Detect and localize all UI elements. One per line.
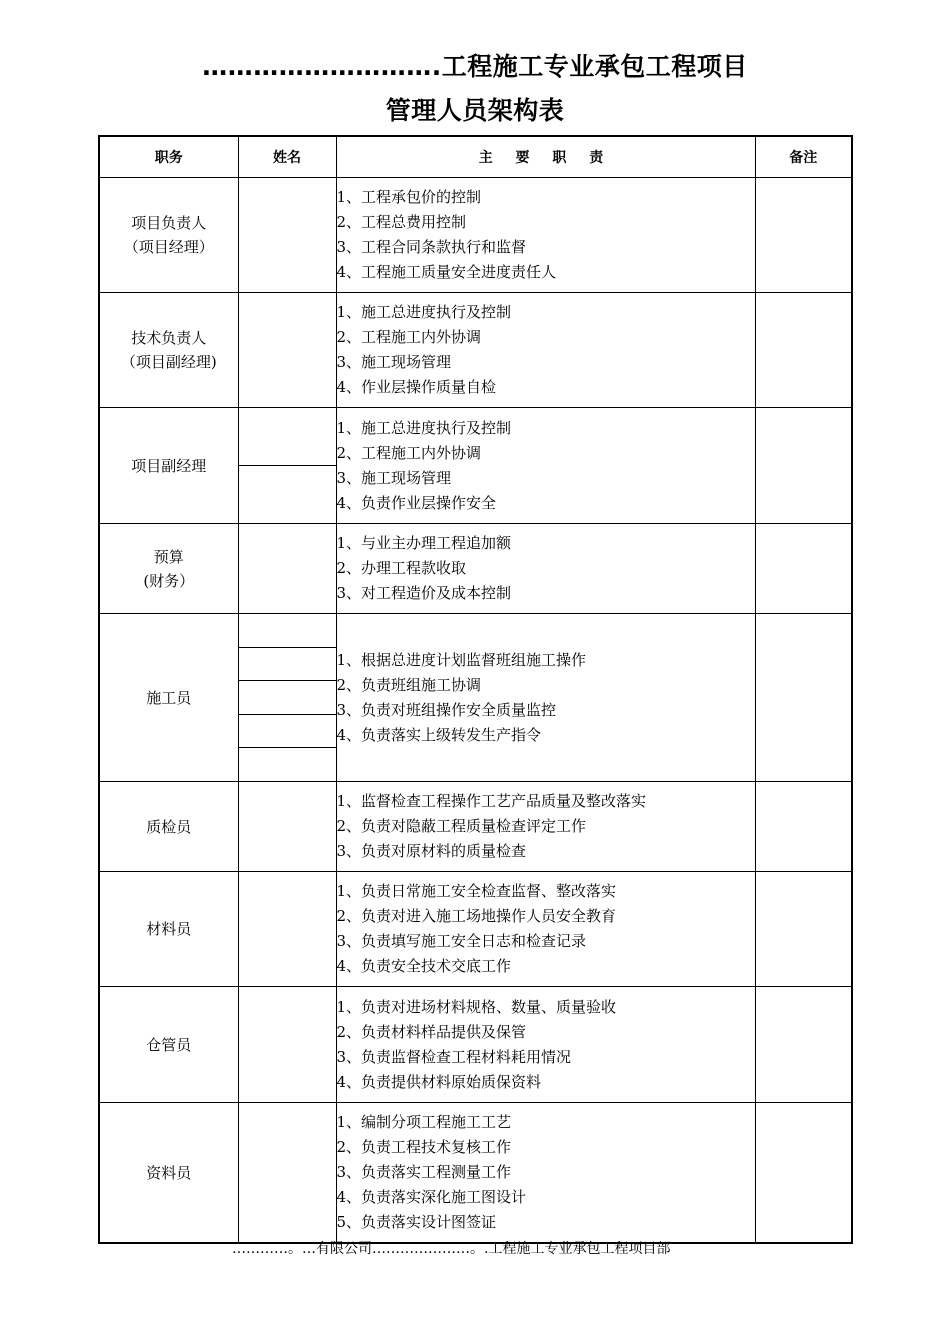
position-cell <box>99 408 238 524</box>
duty-item: 1、编制分项工程施工工艺 <box>336 1113 512 1131</box>
name-slot[interactable] <box>239 408 336 465</box>
document-title-line2: 管理人员架构表 <box>385 96 565 125</box>
duty-item: 3、负责落实工程测量工作 <box>336 1163 512 1181</box>
table-row <box>99 524 852 614</box>
position-cell <box>99 987 238 1103</box>
duty-item: 3、对工程造价及成本控制 <box>336 584 512 602</box>
duties-cell <box>336 987 755 1103</box>
remark-cell[interactable] <box>755 178 852 293</box>
duty-item: 1、负责对进场材料规格、数量、质量验收 <box>336 997 617 1016</box>
duty-item: 4、作业层操作质量自检 <box>336 378 497 396</box>
duty-item: 2、工程施工内外协调 <box>336 328 482 346</box>
duty-item: 3、负责对班组操作安全质量监控 <box>336 700 557 719</box>
duty-item: 1、施工总进度执行及控制 <box>336 303 512 321</box>
duties-cell <box>336 178 755 293</box>
name-slot[interactable] <box>239 714 336 748</box>
duty-item: 5、负责落实设计图签证 <box>336 1213 497 1231</box>
duties-cell <box>336 614 755 782</box>
name-slot[interactable] <box>239 987 336 1102</box>
duty-item: 4、负责落实深化施工图设计 <box>336 1188 527 1206</box>
name-cell[interactable] <box>238 1103 336 1244</box>
position-text: 项目副经理 <box>131 456 207 475</box>
remark-cell[interactable] <box>755 872 852 987</box>
table-row <box>99 1103 852 1244</box>
name-cell[interactable] <box>238 872 336 987</box>
position-cell <box>99 872 238 987</box>
table-row <box>99 293 852 408</box>
duty-item: 3、负责对原材料的质量检查 <box>336 842 527 860</box>
duty-item: 2、负责对进入施工场地操作人员安全教育 <box>336 907 617 925</box>
duties-cell <box>336 872 755 987</box>
position-cell <box>99 524 238 614</box>
duty-item: 1、与业主办理工程追加额 <box>336 534 512 552</box>
position-text: 质检员 <box>146 817 192 836</box>
header-name: 姓名 <box>238 136 336 178</box>
name-slot[interactable] <box>239 680 336 714</box>
header-remark: 备注 <box>755 136 852 178</box>
duty-item: 1、负责日常施工安全检查监督、整改落实 <box>336 882 617 900</box>
duty-item: 4、负责安全技术交底工作 <box>336 957 512 975</box>
document-title-line1: ……………………….工程施工专业承包工程项目 <box>202 52 748 81</box>
table-body <box>99 178 852 1244</box>
duty-item: 2、工程总费用控制 <box>336 213 467 231</box>
duties-cell <box>336 293 755 408</box>
position-cell <box>99 782 238 872</box>
remark-cell[interactable] <box>755 408 852 524</box>
name-slot[interactable] <box>239 614 336 647</box>
position-text: （项目经理） <box>123 238 214 256</box>
footer-note: …………。…有限公司…………………。.工程施工专业承包工程项目部 <box>232 1241 671 1257</box>
position-cell <box>99 178 238 293</box>
name-cell[interactable] <box>238 293 336 408</box>
duty-item: 1、根据总进度计划监督班组施工操作 <box>336 650 587 669</box>
name-cell[interactable] <box>238 782 336 872</box>
name-cell[interactable] <box>238 408 336 524</box>
position-text: 材料员 <box>146 920 192 938</box>
duty-item: 3、工程合同条款执行和监督 <box>336 238 527 256</box>
table-header-row <box>99 136 852 178</box>
position-cell <box>99 293 238 408</box>
table-row <box>99 872 852 987</box>
table-row <box>99 614 852 782</box>
header-duties: 主 要 职 责 <box>336 136 755 178</box>
name-slot[interactable] <box>239 293 336 407</box>
name-slot[interactable] <box>239 1103 336 1242</box>
remark-cell[interactable] <box>755 293 852 408</box>
position-text: 仓管员 <box>146 1035 192 1054</box>
remark-cell[interactable] <box>755 524 852 614</box>
duty-item: 2、负责材料样品提供及保管 <box>336 1022 527 1041</box>
table-row <box>99 178 852 293</box>
name-cell[interactable] <box>238 614 336 782</box>
management-structure-table <box>98 135 853 1244</box>
duty-item: 2、负责班组施工协调 <box>336 675 482 694</box>
name-slot[interactable] <box>239 524 336 613</box>
name-slot[interactable] <box>239 647 336 681</box>
remark-cell[interactable] <box>755 782 852 872</box>
name-cell[interactable] <box>238 178 336 293</box>
name-cell[interactable] <box>238 987 336 1103</box>
position-text: (财务） <box>143 571 195 590</box>
position-text: 资料员 <box>146 1163 192 1182</box>
duty-item: 2、负责对隐蔽工程质量检查评定工作 <box>336 817 587 835</box>
duty-item: 3、施工现场管理 <box>336 468 452 487</box>
duty-item: 1、工程承包价的控制 <box>336 188 482 206</box>
duty-item: 2、工程施工内外协调 <box>336 443 482 462</box>
position-text: （项目副经理) <box>120 353 217 371</box>
duty-item: 1、施工总进度执行及控制 <box>336 418 512 437</box>
duties-cell <box>336 524 755 614</box>
duty-item: 3、施工现场管理 <box>336 353 452 371</box>
duty-item: 2、负责工程技术复核工作 <box>336 1138 512 1156</box>
name-slot[interactable] <box>239 178 336 292</box>
position-cell <box>99 1103 238 1244</box>
name-slot[interactable] <box>239 747 336 781</box>
duty-item: 4、负责作业层操作安全 <box>336 493 497 512</box>
name-slot[interactable] <box>239 465 336 523</box>
duty-item: 3、负责填写施工安全日志和检查记录 <box>336 932 587 950</box>
position-text: 预算 <box>153 547 184 566</box>
position-text: 技术负责人 <box>131 329 207 347</box>
table-row <box>99 782 852 872</box>
duty-item: 4、负责落实上级转发生产指令 <box>336 725 542 744</box>
remark-cell[interactable] <box>755 987 852 1103</box>
duties-cell <box>336 408 755 524</box>
name-cell[interactable] <box>238 524 336 614</box>
name-slot[interactable] <box>239 782 336 871</box>
remark-cell[interactable] <box>755 614 852 782</box>
duty-item: 1、监督检查工程操作工艺产品质量及整改落实 <box>336 792 647 810</box>
table-row <box>99 987 852 1103</box>
duties-cell <box>336 782 755 872</box>
position-text: 项目负责人 <box>131 214 207 232</box>
duty-item: 4、工程施工质量安全进度责任人 <box>336 263 557 281</box>
duties-cell <box>336 1103 755 1244</box>
remark-cell[interactable] <box>755 1103 852 1244</box>
duty-item: 2、办理工程款收取 <box>336 559 467 577</box>
table-row <box>99 408 852 524</box>
header-position: 职务 <box>99 136 238 178</box>
position-text: 施工员 <box>146 688 192 707</box>
duty-item: 4、负责提供材料原始质保资料 <box>336 1072 542 1091</box>
duty-item: 3、负责监督检查工程材料耗用情况 <box>336 1047 572 1066</box>
position-cell <box>99 614 238 782</box>
name-slot[interactable] <box>239 872 336 986</box>
